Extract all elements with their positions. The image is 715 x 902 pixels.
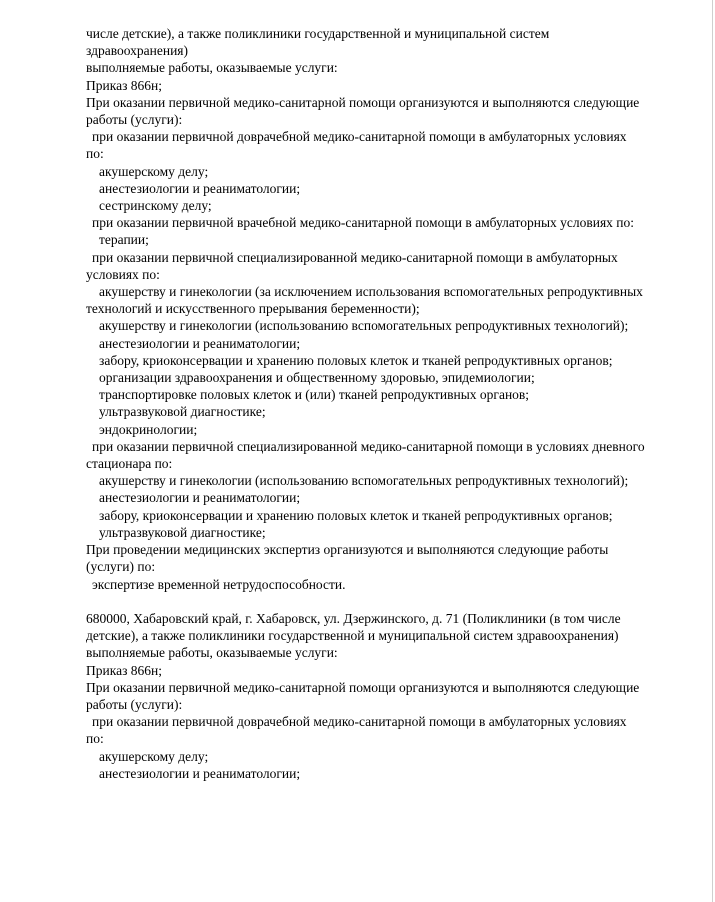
text-line: при оказании первичной специализированной медико-санитарной помощи в амбулаторных <box>92 249 618 265</box>
text-line: здравоохранения) <box>86 43 189 59</box>
text-line: работы (услуги): <box>86 696 183 712</box>
text-line: анестезиологии и реаниматологии; <box>99 335 301 351</box>
text-line: анестезиологии и реаниматологии; <box>99 765 301 781</box>
text-line: анестезиологии и реаниматологии; <box>99 490 301 506</box>
text-line: забору, криоконсервации и хранению половых клеток и тканей репродуктивных органов; <box>99 507 613 523</box>
text-line: условиях по: <box>86 266 160 282</box>
text-line: акушерству и гинекологии (использованию вспомогательных репродуктивных технологий); <box>99 318 629 334</box>
text-line: транспортировке половых клеток и (или) тканей репродуктивных органов; <box>99 387 530 403</box>
text-line: детские), а также поликлиники государственной и муниципальной систем здравоохранения) <box>86 628 619 644</box>
text-line: экспертизе временной нетрудоспособности. <box>92 576 346 592</box>
text-line: акушерству и гинекологии (за исключением использования вспомогательных репродуктивных <box>99 284 643 300</box>
text-line: по: <box>86 146 104 162</box>
text-line: акушерству и гинекологии (использованию вспомогательных репродуктивных технологий); <box>99 473 629 489</box>
text-line: (услуги) по: <box>86 559 156 575</box>
text-line: выполняемые работы, оказываемые услуги: <box>86 645 338 661</box>
text-line: ультразвуковой диагностике; <box>99 404 266 420</box>
text-line: эндокринологии; <box>99 421 198 437</box>
text-line: анестезиологии и реаниматологии; <box>99 180 301 196</box>
text-line: забору, криоконсервации и хранению половых клеток и тканей репродуктивных органов; <box>99 352 613 368</box>
text-line: организации здравоохранения и общественному здоровью, эпидемиологии; <box>99 370 535 386</box>
text-line: по: <box>86 731 104 747</box>
text-line: 680000, Хабаровский край, г. Хабаровск, ул. Дзержинского, д. 71 (Поликлиники (в том числе <box>86 610 621 626</box>
text-line: сестринскому делу; <box>99 198 212 214</box>
text-line: при оказании первичной доврачебной медико-санитарной помощи в амбулаторных условиях <box>92 129 627 145</box>
text-line: выполняемые работы, оказываемые услуги: <box>86 60 338 76</box>
text-line: при оказании первичной специализированной медико-санитарной помощи в условиях дневного <box>92 438 645 454</box>
text-line: числе детские), а также поликлиники государственной и муниципальной систем <box>86 26 550 41</box>
text-line: При проведении медицинских экспертиз организуются и выполняются следующие работы <box>86 542 609 558</box>
text-line: терапии; <box>99 232 149 248</box>
text-line: при оказании первичной врачебной медико-санитарной помощи в амбулаторных условиях по: <box>92 215 635 231</box>
text-line: При оказании первичной медико-санитарной помощи организуются и выполняются следующие <box>86 94 640 110</box>
text-line: акушерскому делу; <box>99 163 209 179</box>
text-line: технологий и искусственного прерывания беременности); <box>86 301 420 317</box>
document-text <box>86 25 686 782</box>
text-line: акушерскому делу; <box>99 748 209 764</box>
text-line: стационара по: <box>86 456 173 472</box>
paragraph-gap <box>86 593 686 610</box>
text-line: ультразвуковой диагностике; <box>99 524 266 540</box>
text-line: при оказании первичной доврачебной медико-санитарной помощи в амбулаторных условиях <box>92 714 627 730</box>
text-line: работы (услуги): <box>86 112 183 128</box>
text-line: При оказании первичной медико-санитарной помощи организуются и выполняются следующие <box>86 679 640 695</box>
text-line: Приказ 866н; <box>86 77 163 93</box>
text-line: Приказ 866н; <box>86 662 163 678</box>
